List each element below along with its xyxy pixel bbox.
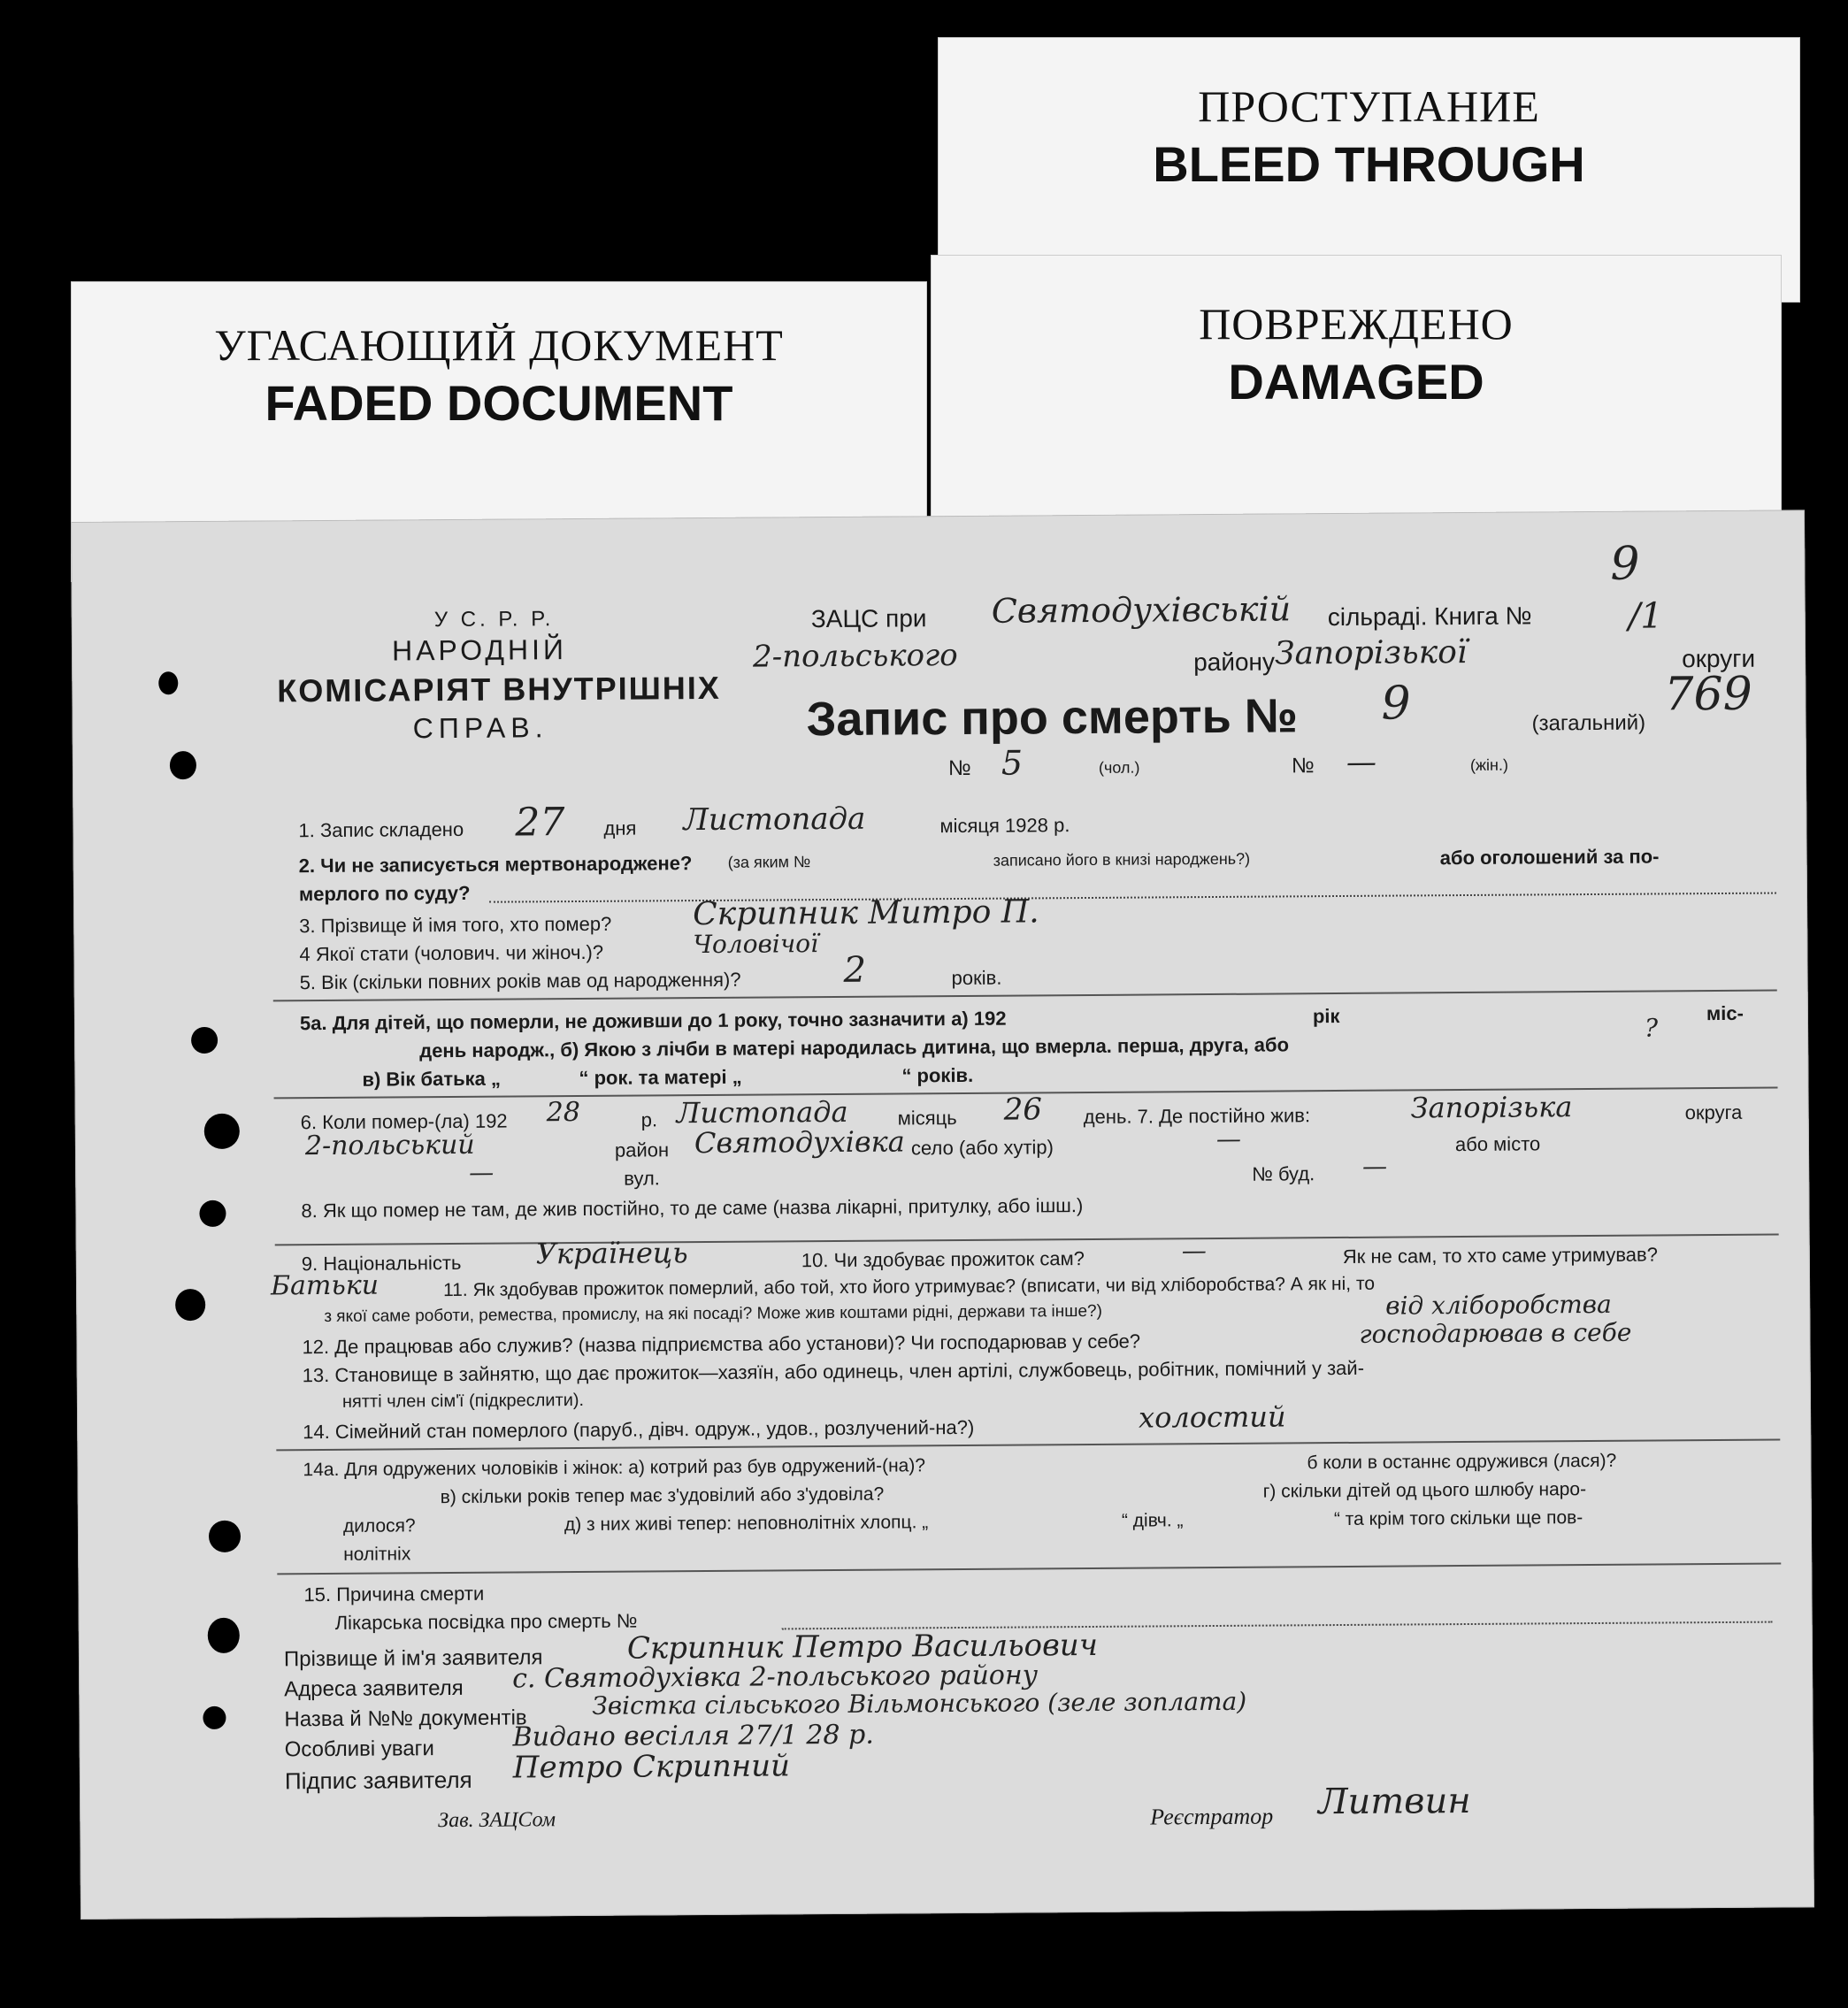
live-raion-handwritten: 2-польський [304,1129,475,1162]
age-handwritten: 2 [843,949,867,991]
death-day-handwritten: 26 [1003,1092,1043,1128]
zacs-pry-label: ЗАЦС при [810,604,927,633]
okruha-handwritten: Запорізької [1274,633,1468,672]
line6-r: р. [640,1108,658,1131]
death-record-form [71,510,1814,1920]
line14a-povn: “ та крім того скільки ще пов- [1333,1507,1583,1530]
documents-label: Назва й №№ документів [284,1705,527,1732]
death-year-handwritten: 28 [546,1096,580,1129]
supporter-handwritten: Батьки [270,1269,380,1302]
income-handwritten: від хліборобства [1385,1289,1612,1321]
line15-posvidka: Лікарська посвідка про смерть № [334,1609,638,1634]
raion-handwritten: 2-польського [752,638,958,675]
male-no-label: № [947,755,971,781]
zhin-label: (жін.) [1469,755,1509,774]
line5a-rokiv: “ років. [901,1063,974,1087]
line6-selo: село (або хутір) [910,1136,1054,1160]
signature-label: Підпис заявителя [284,1766,472,1795]
line5-label: 5. Вік (скільки повних років мав од народження)? [299,968,741,994]
line14a-g: г) скільки дітей од цього шлюбу наро- [1262,1479,1587,1502]
work-handwritten: господарював в себе [1359,1317,1632,1349]
line5a-materi: “ рок. та матері „ [579,1065,742,1090]
punch-hole [204,1114,240,1149]
village-handwritten: Святодухівській [991,589,1292,631]
line14a-divch: “ дівч. „ [1121,1510,1184,1531]
entry-number-handwritten: 9 [1381,677,1411,731]
dash-handwritten: — [1215,1123,1242,1153]
remarks-handwritten: Видано весілля 27/1 28 р. [512,1719,874,1753]
narodniy-label: НАРОДНІЙ [391,633,568,667]
line5a-den: день народж., б) Якою з лічби в матері народилась дитина, що вмерла. перша, друга, або [419,1033,1290,1062]
faded-ru: УГАСАЮЩИЙ ДОКУМЕНТ [214,320,784,370]
line1-label: 1. Запис складено [298,817,464,842]
line2-zayakym: (за яким № [727,853,811,871]
line6-label: 6. Коли помер-(ла) 192 [300,1109,508,1134]
line8-label: 8. Як що помер не там, де жив постійно, то де саме (назва лікарні, притулку, або ішш.) [301,1194,1084,1222]
line13-cont: нятті член сім'ї (підкреслити). [341,1390,585,1412]
line10-ne-sam: Як не сам, то хто саме утримував? [1342,1243,1659,1268]
line4-label: 4 Якої стати (чолович. чи жіноч.)? [299,940,604,966]
line14a-label: 14а. Для одружених чоловіків і жінок: а) котрий раз був одружений-(на)? [303,1455,926,1481]
line9-label: 9. Національність [301,1251,462,1276]
question-handwritten: ? [1644,1013,1659,1043]
applicant-name-handwritten: Скрипник Петро Васильович [626,1627,1099,1667]
line6-vul: вул. [624,1167,660,1190]
punch-hole [199,1200,226,1227]
line14a-nolitnih: нолітніх [343,1544,411,1565]
supported-handwritten: — [1181,1236,1207,1266]
bleed-through-ru: ПРОСТУПАНИЕ [1198,81,1540,131]
nationality-handwritten: Українець [535,1236,688,1271]
form-title: Запис про смерть № [806,689,1299,747]
line5-rokiv: років. [951,966,1002,990]
line6-raion: район [614,1138,670,1161]
usrr-label: У С. Р. Р. [433,607,555,632]
damaged-en: DAMAGED [1228,354,1484,410]
punch-hole [203,1706,226,1729]
okruhy-label: округи [1682,644,1756,673]
line11-cont: з якої саме роботи, ремества, промислу, на які посаді? Може жив коштами рідні, держави та інше?) [324,1301,1102,1327]
line5a-batka: в) Вік батька „ [362,1067,502,1091]
punch-hole [170,751,196,779]
line13-label: 13. Становище в зайнятю, що дає прожиток—хазяїн, або одинець, член артілі, службовець, робітник, помічний у зай- [302,1356,1365,1387]
death-month-handwritten: Листопада [676,1094,848,1130]
zav-zacs-label: Зав. ЗАЦСом [438,1808,556,1833]
line2-po-sudu: мерлого по суду? [298,881,471,906]
book-number2-handwritten: /1 [1628,595,1663,637]
line1-year: місяця 1928 р. [939,814,1070,838]
line3-label: 3. Прізвище й імя того, хто помер? [299,912,612,938]
line6-bud: № буд. [1252,1162,1315,1185]
rayonu-label: району [1193,648,1276,677]
chol-label: (чол.) [1098,758,1140,777]
silradi-knyha-label: сільраді. Книга № [1327,602,1532,632]
line14-label: 14. Сімейний стан померлого (паруб., дівч. одруж., удов., розлучений-на?) [303,1415,975,1444]
registrar-label: Реєстратор [1150,1803,1274,1830]
section-divider [277,1563,1781,1575]
female-no-label: № [1291,754,1315,778]
line14a-v: в) скільки років тепер має з'удовілий або з'удовіла? [440,1483,885,1508]
marital-handwritten: холостий [1138,1399,1286,1435]
documents-handwritten: Звістка сільського Вільмонського (зеле зоплата) [592,1686,1247,1721]
damaged-ru: ПОВРЕЖДЕНО [1199,299,1514,349]
sprav-label: СПРАВ. [412,711,548,745]
line14a-b: б коли в останнє одружився (лася)? [1307,1450,1617,1474]
live-okruha-handwritten: Запорізька [1410,1090,1573,1125]
line1-dnya: дня [603,816,637,839]
applicant-address-handwritten: с. Святодухівка 2-польського району [512,1659,1039,1695]
month-handwritten: Листопада [683,801,866,839]
applicant-signature: Петро Скрипний [512,1748,791,1786]
line6-misyats: місяць [897,1107,957,1130]
entry-total-handwritten: 769 [1664,667,1752,722]
punch-hole [175,1289,205,1321]
line5a-label: 5а. Для дітей, що померли, не доживши до 1 року, точно зазначити а) 192 [299,1007,1007,1035]
applicant-name-label: Прізвище й ім'я заявителя [283,1645,543,1672]
line5a-mis: міс- [1706,1001,1744,1025]
line6-den-7: день. 7. Де постійно жив: [1083,1104,1311,1129]
live-village-handwritten: Святодухівка [694,1124,905,1161]
punch-hole [191,1027,218,1054]
line6-okruha: округа [1684,1100,1743,1124]
dash-handwritten: — [469,1157,495,1187]
punch-hole [209,1521,241,1552]
line2-label: 2. Чи не записується мертвонароджене? [298,852,693,878]
day-handwritten: 27 [515,800,565,846]
line2-zapysano: записано його в книзі народжень?) [993,849,1251,870]
book-number-handwritten: 9 [1610,537,1640,591]
female-no-handwritten: — [1346,744,1377,780]
komisariat-label: КОМІСАРІЯТ ВНУТРІШНІХ [277,669,722,709]
line5a-rik: рік [1312,1004,1340,1028]
applicant-address-label: Адреса заявителя [284,1675,464,1702]
punch-hole [158,671,178,694]
punch-hole [208,1618,240,1653]
registrar-signature: Литвин [1317,1780,1471,1823]
line6-abo-misto: або місто [1454,1132,1541,1156]
dotted-line [489,893,1776,903]
line2-ogoloshenyi: або оголошений за по- [1439,845,1660,870]
line12-label: 12. Де працював або служив? (назва підприємства або установи)? Чи господарював у себе? [302,1330,1141,1359]
bleed-through-en: BLEED THROUGH [1153,136,1585,192]
name-handwritten: Скрипник Митро П. [692,893,1039,933]
line15-label: 15. Причина смерти [303,1582,485,1606]
line14a-dylosya: дилося? [342,1515,416,1537]
dash-handwritten: — [1362,1151,1388,1181]
sex-handwritten: Чоловічої [693,929,819,960]
line10-label: 10. Чи здобуває прожиток сам? [801,1247,1085,1272]
male-no-handwritten: 5 [1001,743,1024,783]
faded-en: FADED DOCUMENT [265,375,733,431]
line11-label: 11. Як здобував прожиток померлий, або той, хто його утримуває? (вписати, чи від хліборобства? А як ні, то [442,1273,1376,1301]
zahalnyi-label: (загальний) [1531,710,1646,736]
special-remarks-label: Особливі уваги [284,1736,434,1762]
line14a-d: д) з них живі тепер: неповнолітніх хлопц. „ [564,1512,929,1536]
